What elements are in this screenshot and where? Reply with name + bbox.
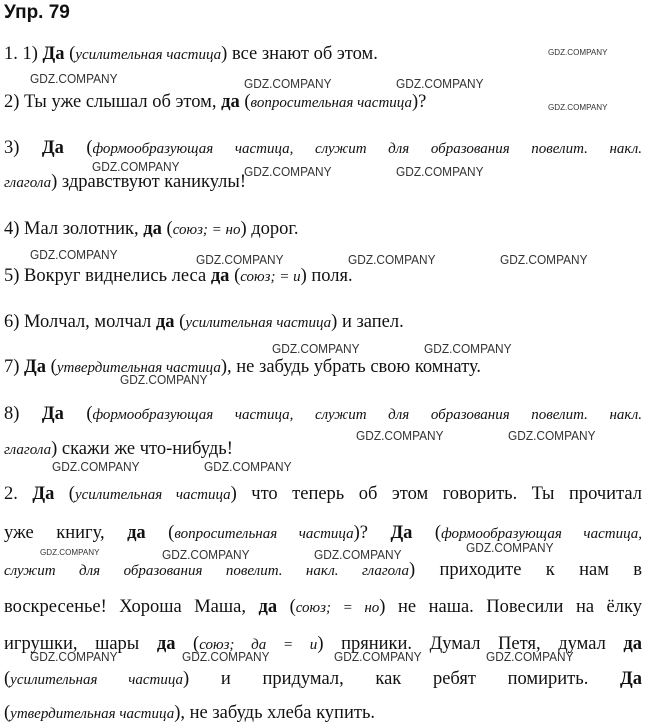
watermark: GDZ.COMPANY bbox=[500, 253, 588, 267]
text-span: ) поля. bbox=[300, 266, 353, 286]
watermark: GDZ.COMPANY bbox=[548, 47, 608, 57]
text-span: ( bbox=[174, 312, 186, 332]
italic-comment: усилительная частица bbox=[10, 672, 184, 688]
italic-comment: усилительная частица bbox=[74, 487, 231, 503]
bold-word: Да bbox=[32, 484, 55, 504]
text-line bbox=[4, 667, 642, 692]
watermark: GDZ.COMPANY bbox=[30, 72, 118, 86]
text-span: )? bbox=[411, 92, 427, 112]
text-span: 4) Мал золотник, bbox=[4, 219, 144, 239]
watermark: GDZ.COMPANY bbox=[92, 160, 180, 174]
text-span: ( bbox=[4, 669, 11, 689]
italic-comment: союз; = но bbox=[295, 600, 380, 616]
watermark: GDZ.COMPANY bbox=[334, 650, 422, 664]
watermark: GDZ.COMPANY bbox=[244, 77, 332, 91]
bold-word: Да bbox=[390, 523, 413, 543]
watermark: GDZ.COMPANY bbox=[466, 541, 554, 555]
italic-comment: утвердительная частица bbox=[56, 360, 221, 376]
text-span: ( bbox=[54, 484, 75, 504]
watermark: GDZ.COMPANY bbox=[396, 165, 484, 179]
text-span: ), не забудь хлеба купить. bbox=[174, 703, 376, 723]
text-line bbox=[4, 402, 642, 427]
text-span: игрушки, шары bbox=[4, 634, 157, 654]
text-span: 3) bbox=[4, 138, 42, 158]
text-span: ( bbox=[175, 634, 200, 654]
text-span: ( bbox=[161, 219, 173, 239]
text-span: ) все знают об этом. bbox=[221, 44, 378, 64]
text-span: ) приходите к нам в bbox=[409, 560, 642, 580]
watermark: GDZ.COMPANY bbox=[196, 253, 284, 267]
text-span: 2) Ты уже слышал об этом, bbox=[4, 92, 222, 112]
italic-comment: формообразующая частица, служит для образования повелит. накл. bbox=[92, 407, 642, 423]
bold-word: да bbox=[127, 523, 146, 543]
watermark: GDZ.COMPANY bbox=[424, 342, 512, 356]
watermark: GDZ.COMPANY bbox=[120, 373, 208, 387]
watermark: GDZ.COMPANY bbox=[30, 248, 118, 262]
text-span: 5) Вокруг виднелись леса bbox=[4, 266, 211, 286]
text-span: ) что теперь об этом говорить. Ты прочитал bbox=[230, 484, 642, 504]
watermark: GDZ.COMPANY bbox=[508, 429, 596, 443]
text-line bbox=[4, 482, 642, 507]
text-line bbox=[4, 310, 404, 335]
text-span: ) и запел. bbox=[331, 312, 404, 332]
text-span: ( bbox=[63, 138, 93, 158]
text-span: 6) Молчал, молчал bbox=[4, 312, 156, 332]
bold-word: да bbox=[623, 634, 643, 654]
watermark: GDZ.COMPANY bbox=[40, 547, 100, 557]
italic-comment: формообразующая частица, bbox=[441, 526, 643, 542]
bold-word: Да bbox=[41, 404, 64, 424]
text-span: 1. 1) bbox=[4, 44, 43, 64]
watermark: GDZ.COMPANY bbox=[396, 77, 484, 91]
italic-comment: глагола bbox=[4, 442, 52, 458]
text-span: ( bbox=[229, 266, 241, 286]
text-line bbox=[4, 136, 642, 161]
text-span: ) не наша. Повесили на ёлку bbox=[379, 597, 642, 617]
text-span: ) здравствуют каникулы! bbox=[51, 172, 246, 192]
text-span: ) пряники. Думал Петя, думал bbox=[317, 634, 624, 654]
bold-word: да bbox=[258, 597, 278, 617]
text-span: ( bbox=[46, 357, 57, 377]
text-span: ) дорог. bbox=[240, 219, 299, 239]
bold-word: Да bbox=[42, 44, 65, 64]
italic-comment: усилительная частица bbox=[75, 47, 222, 63]
bold-word: да bbox=[155, 312, 175, 332]
watermark: GDZ.COMPANY bbox=[244, 165, 332, 179]
watermark: GDZ.COMPANY bbox=[486, 650, 574, 664]
bold-word: да bbox=[143, 219, 162, 239]
bold-word: Да bbox=[24, 357, 47, 377]
text-line bbox=[4, 355, 481, 380]
watermark: GDZ.COMPANY bbox=[348, 253, 436, 267]
text-span: 8) bbox=[4, 404, 42, 424]
italic-comment: союз; = но bbox=[172, 222, 241, 238]
text-span: ) скажи же что-нибудь! bbox=[51, 439, 233, 459]
text-span: ( bbox=[145, 523, 175, 543]
text-span: ( bbox=[239, 92, 251, 112]
text-line bbox=[4, 437, 233, 462]
watermark: GDZ.COMPANY bbox=[204, 460, 292, 474]
text-line bbox=[4, 42, 378, 67]
bold-word: да bbox=[156, 634, 176, 654]
text-span: ( bbox=[63, 404, 93, 424]
text-line bbox=[4, 217, 299, 242]
text-line bbox=[4, 701, 375, 726]
text-span: )? bbox=[353, 523, 391, 543]
bold-word: да bbox=[221, 92, 240, 112]
italic-comment: вопросительная частица bbox=[174, 526, 354, 542]
text-span: ) и придумал, как ребят помирить. bbox=[183, 669, 620, 689]
bold-word: да bbox=[210, 266, 230, 286]
text-span: ( bbox=[4, 703, 11, 723]
text-line bbox=[4, 595, 642, 620]
italic-comment: усилительная частица bbox=[185, 315, 332, 331]
italic-comment: служит для образования повелит. накл. глагола bbox=[4, 563, 410, 579]
italic-comment: формообразующая частица, служит для образования повелит. накл. bbox=[92, 141, 642, 157]
text-span: 7) bbox=[4, 357, 25, 377]
watermark: GDZ.COMPANY bbox=[162, 548, 250, 562]
text-span: 2. bbox=[4, 484, 33, 504]
italic-comment: утвердительная частица bbox=[10, 706, 175, 722]
text-line bbox=[4, 90, 426, 115]
text-span: ( bbox=[412, 523, 442, 543]
italic-comment: союз; да = и bbox=[199, 637, 318, 653]
text-span: ( bbox=[64, 44, 76, 64]
exercise-title: Упр. 79 bbox=[4, 2, 70, 23]
italic-comment: глагола bbox=[4, 175, 52, 191]
watermark: GDZ.COMPANY bbox=[30, 650, 118, 664]
italic-comment: союз; = и bbox=[240, 269, 301, 285]
text-span: ( bbox=[277, 597, 296, 617]
watermark: GDZ.COMPANY bbox=[548, 102, 608, 112]
watermark: GDZ.COMPANY bbox=[314, 548, 402, 562]
italic-comment: вопросительная частица bbox=[250, 95, 412, 111]
text-line bbox=[4, 264, 353, 289]
watermark: GDZ.COMPANY bbox=[356, 429, 444, 443]
bold-word: Да bbox=[41, 138, 64, 158]
text-span: воскресенье! Хороша Маша, bbox=[4, 597, 259, 617]
watermark: GDZ.COMPANY bbox=[52, 460, 140, 474]
watermark: GDZ.COMPANY bbox=[272, 342, 360, 356]
bold-word: Да bbox=[620, 669, 642, 689]
text-span: уже книгу, bbox=[4, 523, 128, 543]
text-span: ), не забудь убрать свою комнату. bbox=[220, 357, 482, 377]
watermark: GDZ.COMPANY bbox=[182, 650, 270, 664]
